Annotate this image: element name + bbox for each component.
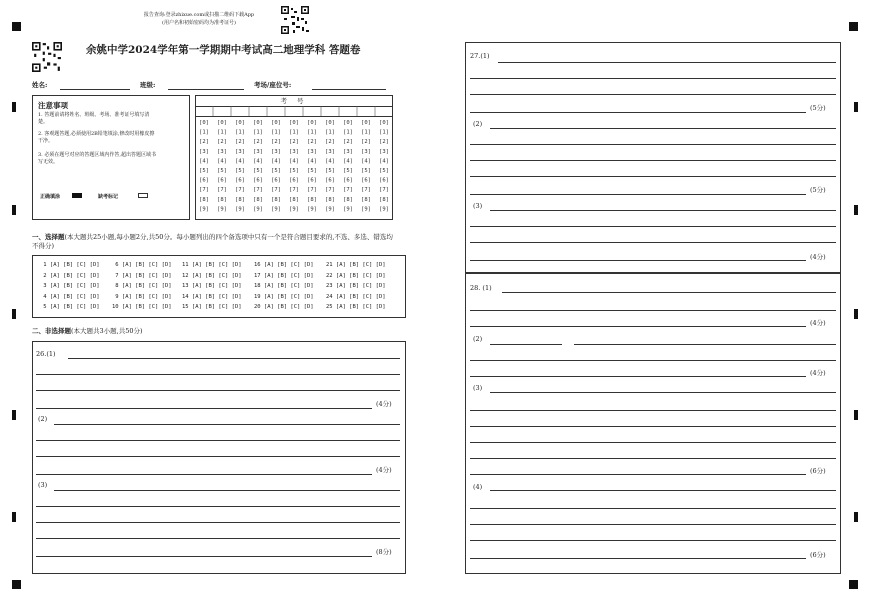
choice-item-19[interactable]: 19 [A] [B] [C] [D] [254,293,314,300]
choice-item-9[interactable]: 9 [A] [B] [C] [D] [112,293,172,300]
answer-line[interactable] [502,292,836,293]
exam-digit-bubble[interactable]: [7] [271,187,281,194]
choice-item-24[interactable]: 24 [A] [B] [C] [D] [326,293,386,300]
exam-digit-bubble[interactable]: [4] [235,158,245,165]
exam-digit-bubble[interactable]: [3] [343,148,353,155]
q28-score-2: (4分) [810,369,826,377]
answer-line[interactable] [470,194,806,195]
exam-digit-bubble[interactable]: [6] [235,177,245,184]
exam-digit-bubble[interactable]: [9] [307,206,317,213]
exam-digit-bubble[interactable]: [1] [199,129,209,136]
timing-mark [854,309,858,319]
answer-line[interactable] [470,558,806,559]
q27-score-2: (5分) [810,186,826,194]
exam-digit-bubble[interactable]: [5] [217,168,227,174]
corner-mark-bottom-left [12,580,21,589]
exam-digit-bubble[interactable]: [0] [361,120,371,126]
exam-digit-bubble[interactable]: [6] [217,177,227,184]
choice-item-18[interactable]: 18 [A] [B] [C] [D] [254,283,314,289]
answer-line[interactable] [470,144,836,145]
corner-mark-top-right [849,22,858,31]
choice-item-2[interactable]: 2 [A] [B] [C] [D] [40,272,100,279]
answer-line[interactable] [54,424,400,425]
room-seat-field[interactable] [312,89,386,90]
exam-digit-bubble[interactable]: [9] [361,206,371,213]
choice-item-1[interactable]: 1 [A] [B] [C] [D] [40,262,100,268]
exam-digit-bubble[interactable]: [7] [379,187,389,194]
exam-digit-bubble[interactable]: [2] [271,139,281,146]
q26-score-2: (4分) [376,466,392,474]
answer-line[interactable] [490,128,836,129]
exam-digit-bubble[interactable]: [3] [379,148,389,155]
answer-line[interactable] [470,242,836,243]
timing-mark [12,410,16,420]
q28-score-4: (6分) [810,551,826,559]
answer-line[interactable] [470,442,836,443]
choice-item-11[interactable]: 11 [A] [B] [C] [D] [182,262,242,268]
exam-digit-bubble[interactable]: [6] [343,177,353,184]
exam-digit-bubble[interactable]: [7] [235,187,245,194]
exam-digit-bubble[interactable]: [5] [235,168,245,174]
answer-line[interactable] [470,94,836,95]
exam-digit-bubble[interactable]: [8] [343,196,353,203]
answer-line[interactable] [490,392,836,393]
choice-item-7[interactable]: 7 [A] [B] [C] [D] [112,272,172,279]
exam-digit-bubble[interactable]: [1] [307,129,317,136]
exam-digit-bubble[interactable]: [9] [217,206,227,213]
class-field[interactable] [168,89,244,90]
exam-digit-bubble[interactable]: [0] [325,120,335,126]
section2-title: 二、非选择题 [32,327,71,335]
timing-mark [854,512,858,522]
section1-heading [32,233,397,251]
timing-mark [854,102,858,112]
answer-line[interactable] [490,344,562,345]
exam-digit-bubble[interactable]: [4] [343,158,353,165]
exam-digit-bubble[interactable]: [0] [235,120,245,126]
exam-digit-bubble[interactable]: [2] [253,139,263,146]
exam-digit-bubble[interactable]: [3] [325,148,335,155]
exam-digit-bubble[interactable]: [8] [307,196,317,203]
answer-line[interactable] [470,410,836,411]
exam-digit-bubble[interactable]: [3] [307,148,317,155]
timing-mark [854,410,858,420]
exam-digit-bubble[interactable]: [5] [253,168,263,174]
answer-line[interactable] [490,490,836,491]
q28-part2-label: (2) [473,335,483,343]
exam-digit-bubble[interactable]: [1] [379,129,389,136]
exam-digit-bubble[interactable]: [8] [199,196,209,203]
answer-line[interactable] [470,426,836,427]
notice-item: 1. 答题前请将姓名、班级、考场、准考证号填写清楚。 [38,112,150,125]
exam-digit-bubble[interactable]: [0] [307,120,317,126]
q27-part2-label: (2) [473,120,483,128]
section1-title: 一、选择题 [32,233,65,241]
exam-digit-bubble[interactable]: [5] [271,168,281,174]
choice-item-16[interactable]: 16 [A] [B] [C] [D] [254,262,314,268]
answer-line[interactable] [470,260,806,261]
exam-digit-bubble[interactable]: [1] [235,129,245,136]
missing-mark-label: 缺考标记 [98,194,119,200]
exam-digit-bubble[interactable]: [6] [199,177,209,184]
choice-item-12[interactable]: 12 [A] [B] [C] [D] [182,272,242,279]
exam-digit-bubble[interactable]: [1] [343,129,353,136]
answer-line[interactable] [470,310,836,311]
exam-digit-bubble[interactable]: [5] [379,168,389,174]
q27-label: 27.(1) [470,52,490,60]
section1-description: (本大题共25小题,每小题2分,共50分。每小题列出的四个备选项中只有一个是符合题目要求的,不选、多选、错选均不得分) [32,233,393,250]
exam-digit-bubble[interactable]: [2] [379,139,389,146]
exam-digit-bubble[interactable]: [6] [325,177,335,184]
q27-part3-label: (3) [473,202,483,210]
timing-mark [854,205,858,215]
report-line-1: 报告查询:登录zhixue.com或扫描二维码下载App [143,12,255,18]
exam-digit-bubble[interactable]: [9] [235,206,245,213]
exam-digit-bubble[interactable]: [2] [325,139,335,146]
answer-line[interactable] [36,474,372,475]
exam-digit-bubble[interactable]: [2] [307,139,317,146]
correct-fill-sample [72,193,82,198]
exam-digit-bubble[interactable]: [5] [289,168,299,174]
exam-digit-bubble[interactable]: [9] [379,206,389,213]
exam-number-header: 考 号 [280,97,308,105]
q28-score-1: (4分) [810,319,826,327]
page-title: 余姚中学2024学年第一学期期中考试高二地理学科 答题卷 [86,44,361,56]
answer-line[interactable] [470,508,836,509]
room-seat-label: 考场/座位号: [254,81,292,89]
answer-line[interactable] [36,390,400,391]
q26-answer-box [32,341,406,574]
exam-digit-bubble[interactable]: [3] [271,148,281,155]
q28-part4-label: (4) [473,483,483,491]
answer-line[interactable] [470,376,806,377]
exam-digit-bubble[interactable]: [5] [199,168,209,174]
exam-digit-bubble[interactable]: [0] [289,120,299,126]
exam-digit-bubble[interactable]: [6] [379,177,389,184]
exam-digit-bubble[interactable]: [8] [217,196,227,203]
exam-digit-bubble[interactable]: [8] [235,196,245,203]
exam-digit-bubble[interactable]: [6] [307,177,317,184]
choice-item-23[interactable]: 23 [A] [B] [C] [D] [326,283,386,289]
class-label: 班级: [140,81,156,89]
choice-item-25[interactable]: 25 [A] [B] [C] [D] [326,304,386,310]
exam-digit-bubble[interactable]: [9] [289,206,299,213]
answer-line[interactable] [36,374,400,375]
exam-digit-bubble[interactable]: [1] [253,129,263,136]
choice-item-20[interactable]: 20 [A] [B] [C] [D] [254,304,314,310]
exam-digit-bubble[interactable]: [8] [253,196,263,203]
exam-digit-bubble[interactable]: [7] [307,187,317,194]
answer-line[interactable] [574,344,836,345]
exam-digit-bubble[interactable]: [2] [289,139,299,146]
exam-digit-bubble[interactable]: [0] [379,120,389,126]
answer-line[interactable] [36,506,400,507]
q26-label: 26.(1) [36,350,56,358]
answer-line[interactable] [470,112,806,113]
exam-digit-bubble[interactable]: [1] [289,129,299,136]
answer-line[interactable] [498,62,836,63]
choice-item-3[interactable]: 3 [A] [B] [C] [D] [40,283,100,289]
exam-digit-bubble[interactable]: [7] [343,187,353,194]
answer-line[interactable] [36,522,400,523]
answer-line[interactable] [36,456,400,457]
qr-code-icon [32,42,62,72]
exam-digit-bubble[interactable]: [4] [253,158,263,165]
answer-line[interactable] [470,226,836,227]
exam-digit-bubble[interactable]: [6] [289,177,299,184]
exam-digit-bubble[interactable]: [8] [271,196,281,203]
answer-line[interactable] [36,408,372,409]
exam-digit-bubble[interactable]: [0] [271,120,281,126]
exam-digit-bubble[interactable]: [1] [217,129,227,136]
exam-digit-bubble[interactable]: [0] [343,120,353,126]
q28-label: 28. (1) [470,284,492,292]
exam-digit-bubble[interactable]: [7] [361,187,371,194]
exam-digit-bubble[interactable]: [2] [361,139,371,146]
q27-score-1: (5分) [810,104,826,112]
exam-digit-bubble[interactable]: [3] [199,148,209,155]
choice-item-21[interactable]: 21 [A] [B] [C] [D] [326,262,386,268]
exam-digit-bubble[interactable]: [4] [361,158,371,165]
choice-item-10[interactable]: 10 [A] [B] [C] [D] [112,304,172,310]
corner-mark-top-left [12,22,21,31]
exam-digit-bubble[interactable]: [0] [253,120,263,126]
exam-digit-bubble[interactable]: [4] [379,158,389,165]
q27-answer-box [465,42,841,273]
exam-digit-bubble[interactable]: [5] [343,168,353,174]
exam-digit-bubble[interactable]: [7] [199,187,209,194]
answer-line[interactable] [470,176,836,177]
exam-digit-bubble[interactable]: [4] [325,158,335,165]
q28-score-3: (6分) [810,467,826,475]
exam-digit-bubble[interactable]: [4] [271,158,281,165]
choice-item-22[interactable]: 22 [A] [B] [C] [D] [326,272,386,279]
exam-digit-bubble[interactable]: [3] [235,148,245,155]
exam-digit-bubble[interactable]: [2] [235,139,245,146]
name-label: 姓名: [32,81,48,89]
exam-digit-bubble[interactable]: [7] [289,187,299,194]
exam-digit-bubble[interactable]: [0] [199,120,209,126]
choice-item-17[interactable]: 17 [A] [B] [C] [D] [254,272,314,279]
exam-digit-bubble[interactable]: [1] [325,129,335,136]
answer-line[interactable] [470,474,806,475]
answer-line[interactable] [470,458,836,459]
exam-digit-bubble[interactable]: [7] [325,187,335,194]
answer-line[interactable] [36,556,372,557]
name-field[interactable] [60,89,130,90]
exam-digit-bubble[interactable]: [3] [217,148,227,155]
choice-item-13[interactable]: 13 [A] [B] [C] [D] [182,283,242,289]
exam-digit-bubble[interactable]: [2] [217,139,227,146]
exam-digit-bubble[interactable]: [4] [199,158,209,165]
section2-heading [32,326,143,335]
q28-answer-box [465,273,841,574]
answer-line[interactable] [36,538,400,539]
timing-mark [12,102,16,112]
exam-digit-bubble[interactable]: [6] [271,177,281,184]
exam-digit-bubble[interactable]: [6] [253,177,263,184]
exam-digit-bubble[interactable]: [7] [253,187,263,194]
answer-line[interactable] [54,490,400,491]
answer-line[interactable] [68,358,400,359]
exam-digit-bubble[interactable]: [7] [217,187,227,194]
q26-part3-label: (3) [38,481,48,489]
exam-digit-bubble[interactable]: [8] [289,196,299,203]
timing-mark [12,512,16,522]
answer-line[interactable] [490,210,836,211]
exam-digit-bubble[interactable]: [8] [379,196,389,203]
exam-digit-bubble[interactable]: [9] [271,206,281,213]
choice-item-6[interactable]: 6 [A] [B] [C] [D] [112,262,172,268]
answer-line[interactable] [470,160,836,161]
choice-item-14[interactable]: 14 [A] [B] [C] [D] [182,293,242,300]
answer-line[interactable] [470,524,836,525]
report-line-2: (用户名和初始密码均为准考证号) [162,20,236,26]
answer-line[interactable] [470,78,836,79]
q26-score-3: (8分) [376,548,392,556]
exam-digit-bubble[interactable]: [3] [289,148,299,155]
exam-digit-bubble[interactable]: [9] [253,206,263,213]
exam-digit-bubble[interactable]: [5] [325,168,335,174]
exam-digit-bubble[interactable]: [9] [199,206,209,213]
exam-digit-bubble[interactable]: [2] [343,139,353,146]
exam-digit-bubble[interactable]: [9] [343,206,353,213]
choice-item-4[interactable]: 4 [A] [B] [C] [D] [40,293,100,300]
notice-title: 注意事项 [38,101,68,110]
section2-description: (本大题共3小题,共50分) [71,327,143,335]
exam-digit-bubble[interactable]: [2] [199,139,209,146]
exam-digit-bubble[interactable]: [4] [217,158,227,165]
exam-digit-bubble[interactable]: [8] [325,196,335,203]
answer-line[interactable] [36,440,400,441]
exam-digit-bubble[interactable]: [1] [271,129,281,136]
notice-item: 2. 客观题答题,必须使用2B铅笔填涂,修改时用橡皮擦干净。 [38,131,155,144]
exam-digit-bubble[interactable]: [0] [217,120,227,126]
exam-digit-bubble[interactable]: [8] [361,196,371,203]
q26-part2-label: (2) [38,415,48,423]
exam-digit-bubble[interactable]: [1] [361,129,371,136]
q27-score-3: (4分) [810,253,826,261]
exam-number-grid[interactable] [195,106,393,220]
exam-digit-bubble[interactable]: [5] [361,168,371,174]
timing-mark [12,309,16,319]
exam-digit-bubble[interactable]: [4] [289,158,299,165]
timing-mark [12,205,16,215]
q28-part3-label: (3) [473,384,483,392]
notice-item: 3. 必须在题号对应的答题区域内作答,超出答题区域书写无效。 [38,152,156,165]
choice-item-15[interactable]: 15 [A] [B] [C] [D] [182,304,242,310]
choice-item-8[interactable]: 8 [A] [B] [C] [D] [112,283,172,289]
exam-digit-bubble[interactable]: [3] [253,148,263,155]
exam-digit-bubble[interactable]: [3] [361,148,371,155]
answer-line[interactable] [470,360,836,361]
exam-digit-bubble[interactable]: [9] [325,206,335,213]
exam-digit-bubble[interactable]: [6] [361,177,371,184]
answer-line[interactable] [470,540,836,541]
exam-digit-bubble[interactable]: [4] [307,158,317,165]
correct-fill-label: 正确填涂 [40,194,61,200]
choice-item-5[interactable]: 5 [A] [B] [C] [D] [40,304,100,310]
q26-score-1: (4分) [376,400,392,408]
qr-code-icon [281,6,309,34]
corner-mark-bottom-right [849,580,858,589]
answer-line[interactable] [470,326,806,327]
missing-mark-box[interactable] [138,193,148,198]
exam-digit-bubble[interactable]: [5] [307,168,317,174]
